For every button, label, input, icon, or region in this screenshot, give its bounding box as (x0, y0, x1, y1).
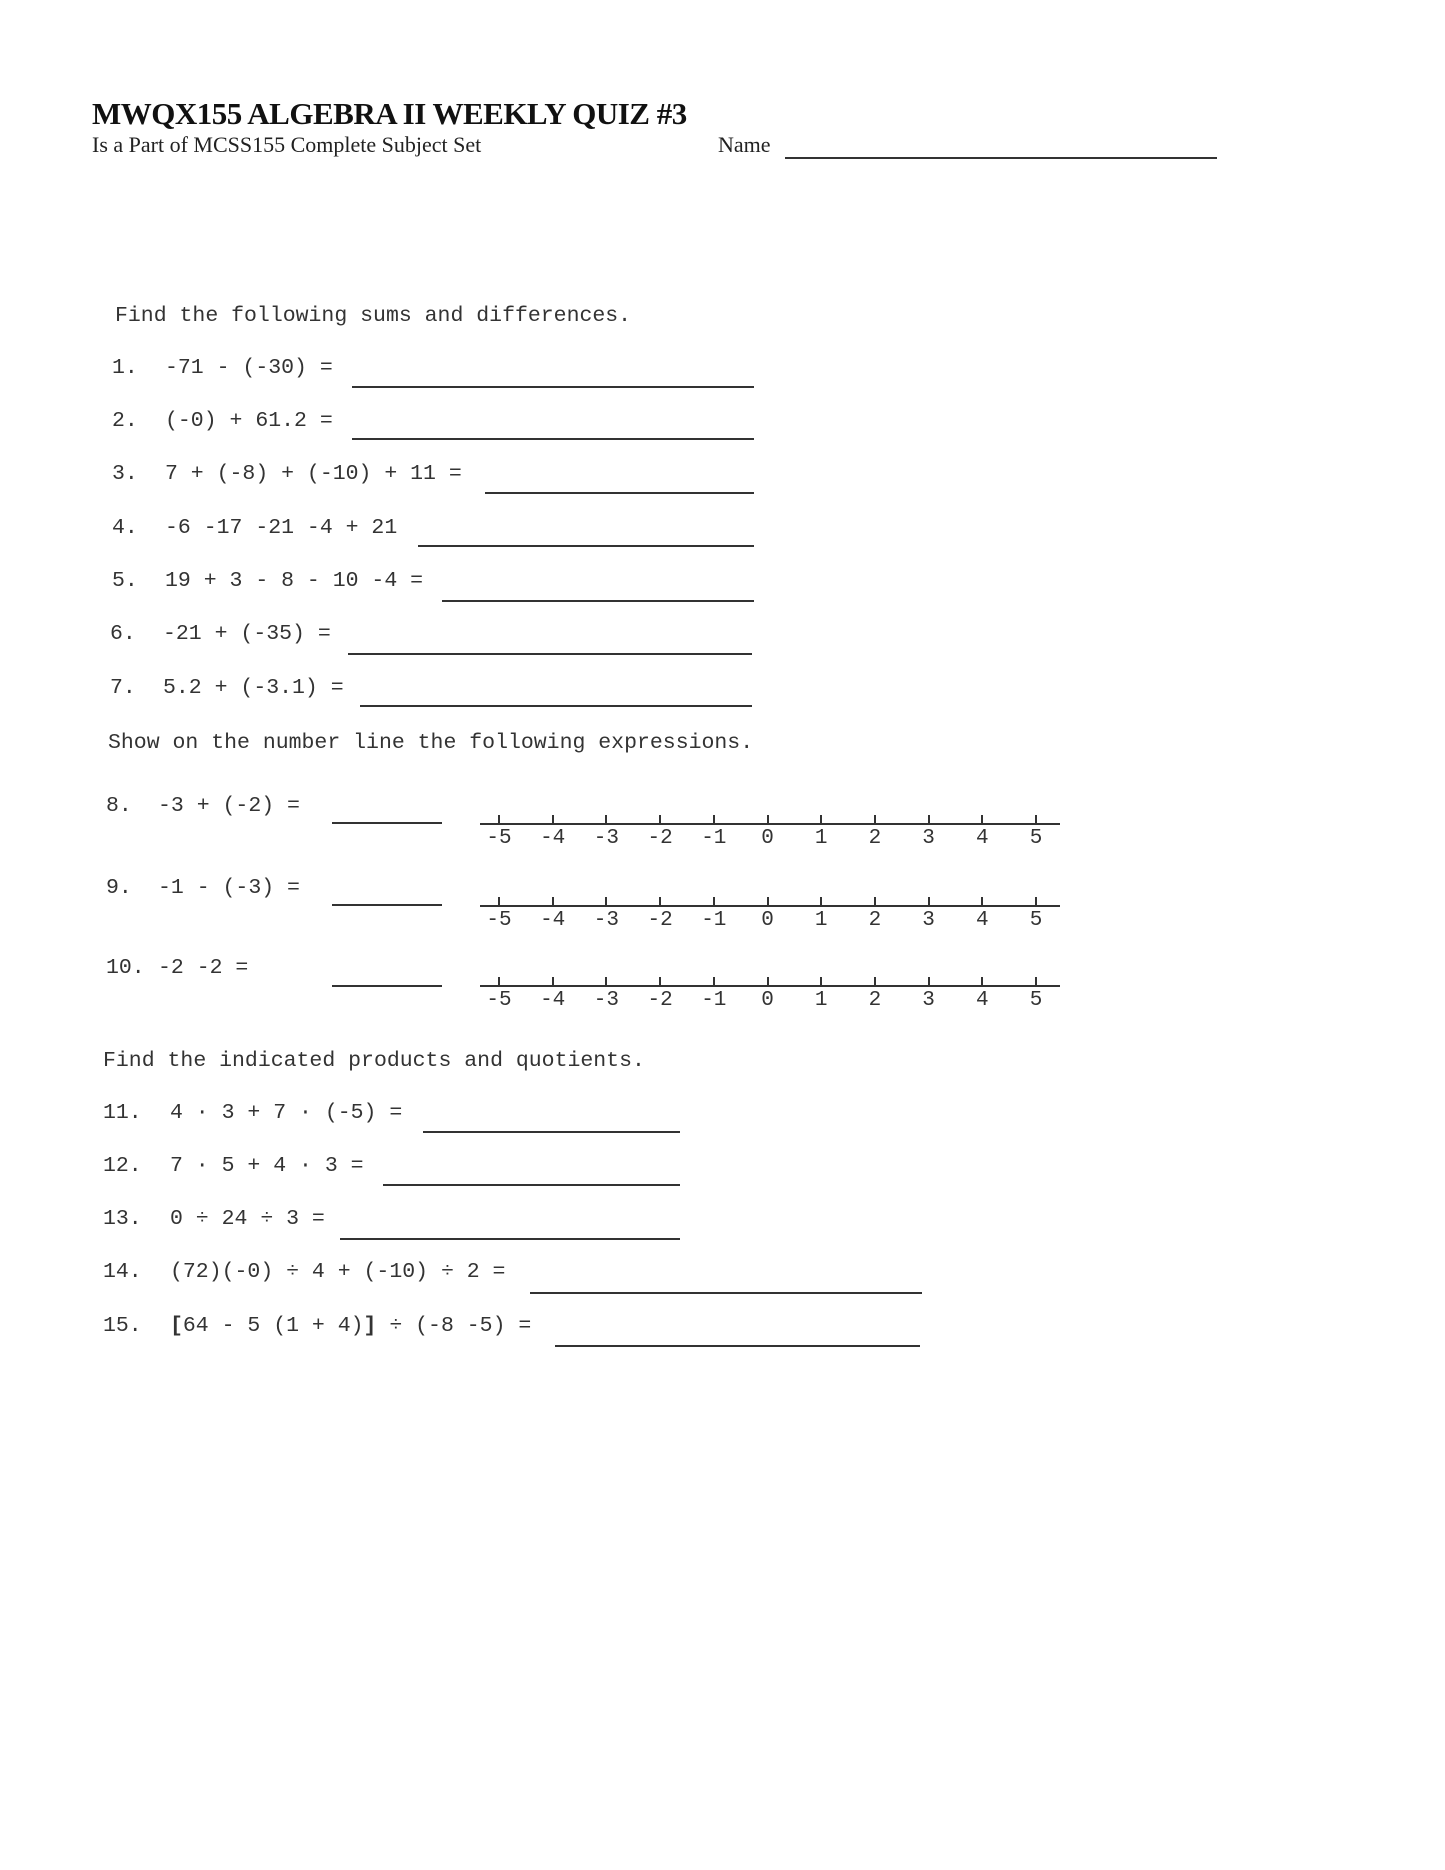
number-line-tick[interactable] (1035, 977, 1037, 987)
number-line-tick[interactable] (981, 815, 983, 825)
question-expression: -1 - (-3) = (158, 876, 300, 900)
question-number: 13. (103, 1207, 142, 1231)
question-number: 10. (106, 956, 145, 980)
section3-instruction: Find the indicated products and quotients. (103, 1049, 645, 1073)
number-line-tick[interactable] (713, 897, 715, 907)
question-number: 11. (103, 1101, 142, 1125)
name-field[interactable] (785, 157, 1217, 159)
quiz-title: MWQX155 ALGEBRA II WEEKLY QUIZ #3 (92, 96, 687, 131)
section1-instruction: Find the following sums and differences. (115, 304, 632, 328)
number-line-label: 2 (868, 989, 882, 1012)
question-expression: 7 + (-8) + (-10) + 11 = (165, 462, 462, 486)
question-number: 7. (110, 676, 136, 700)
answer-blank[interactable] (423, 1131, 680, 1133)
answer-blank[interactable] (332, 822, 442, 824)
number-line-label: 1 (814, 989, 828, 1012)
number-line-tick[interactable] (820, 815, 822, 825)
number-line-tick[interactable] (1035, 815, 1037, 825)
question-number: 3. (112, 462, 138, 486)
number-line-tick[interactable] (767, 815, 769, 825)
number-line-tick[interactable] (713, 815, 715, 825)
number-line-label: 4 (975, 989, 989, 1012)
number-line[interactable] (480, 897, 1060, 932)
number-line-tick[interactable] (1035, 897, 1037, 907)
question-expression: 4 · 3 + 7 · (-5) = (170, 1101, 403, 1125)
number-line-label: 4 (975, 909, 989, 932)
number-line-label: 5 (1029, 989, 1043, 1012)
number-line-tick[interactable] (874, 897, 876, 907)
number-line-tick[interactable] (552, 977, 554, 987)
number-line-axis (480, 823, 1060, 825)
question-expression: 0 ÷ 24 ÷ 3 = (170, 1207, 325, 1231)
number-line-label: 1 (814, 827, 828, 850)
question-expression (170, 1314, 531, 1338)
number-line-tick[interactable] (605, 815, 607, 825)
number-line[interactable] (480, 977, 1060, 1012)
number-line-tick[interactable] (820, 897, 822, 907)
answer-blank[interactable] (418, 545, 754, 547)
close-bracket: ] (363, 1314, 377, 1338)
number-line-label: -4 (540, 989, 566, 1012)
number-line-label: 0 (761, 909, 774, 932)
question-number: 8. (106, 794, 132, 818)
open-bracket: [ (170, 1314, 183, 1338)
question-expression: 7 · 5 + 4 · 3 = (170, 1154, 364, 1178)
number-line-label: 4 (975, 827, 989, 850)
number-line-label: -2 (647, 909, 673, 932)
question-number: 15. (103, 1314, 142, 1338)
number-line-axis (480, 985, 1060, 987)
answer-blank[interactable] (332, 985, 442, 987)
answer-blank[interactable] (485, 492, 754, 494)
answer-blank[interactable] (348, 653, 752, 655)
number-line-label: -3 (593, 909, 619, 932)
number-line-tick[interactable] (498, 815, 500, 825)
number-line-tick[interactable] (928, 815, 930, 825)
number-line-label: 0 (761, 989, 774, 1012)
number-line-label: -4 (540, 909, 566, 932)
number-line-tick[interactable] (498, 977, 500, 987)
question-number: 9. (106, 876, 132, 900)
number-line-tick[interactable] (605, 977, 607, 987)
section2-instruction: Show on the number line the following expressions. (108, 731, 754, 755)
number-line-tick[interactable] (820, 977, 822, 987)
number-line-tick[interactable] (981, 977, 983, 987)
number-line-label: -5 (486, 989, 512, 1012)
number-line-tick[interactable] (981, 897, 983, 907)
number-line-label: 2 (868, 909, 882, 932)
question-number: 6. (110, 622, 136, 646)
number-line-tick[interactable] (928, 897, 930, 907)
number-line-label: -2 (647, 827, 673, 850)
answer-blank[interactable] (360, 705, 752, 707)
question-number: 2. (112, 409, 138, 433)
question-number: 1. (112, 356, 138, 380)
number-line-tick[interactable] (659, 815, 661, 825)
expression-rest: ÷ (-8 -5) = (376, 1314, 532, 1338)
number-line-label: 2 (868, 827, 882, 850)
number-line-axis (480, 905, 1060, 907)
number-line-tick[interactable] (874, 815, 876, 825)
number-line-label: 1 (814, 909, 828, 932)
number-line-label: 3 (922, 909, 935, 932)
number-line-label: -1 (701, 989, 727, 1012)
number-line-label: -3 (593, 989, 619, 1012)
answer-blank[interactable] (555, 1345, 920, 1347)
answer-blank[interactable] (442, 600, 754, 602)
question-expression: (72)(-0) ÷ 4 + (-10) ÷ 2 = (170, 1260, 506, 1284)
number-line-label: 5 (1029, 909, 1043, 932)
question-expression: -3 + (-2) = (158, 794, 300, 818)
number-line-label: 3 (922, 989, 935, 1012)
answer-blank[interactable] (352, 438, 754, 440)
question-expression: (-0) + 61.2 = (165, 409, 333, 433)
question-number: 4. (112, 516, 138, 540)
answer-blank[interactable] (530, 1292, 922, 1294)
question-expression: 5.2 + (-3.1) = (163, 676, 344, 700)
number-line-tick[interactable] (767, 897, 769, 907)
name-label: Name (718, 132, 771, 157)
number-line-tick[interactable] (713, 977, 715, 987)
number-line-label: 5 (1029, 827, 1043, 850)
answer-blank[interactable] (340, 1238, 680, 1240)
number-line-label: -2 (647, 989, 673, 1012)
number-line-tick[interactable] (659, 977, 661, 987)
number-line-tick[interactable] (767, 977, 769, 987)
number-line[interactable] (480, 815, 1060, 850)
answer-blank[interactable] (352, 386, 754, 388)
number-line-tick[interactable] (552, 897, 554, 907)
question-expression: -6 -17 -21 -4 + 21 (165, 516, 398, 540)
number-line-label: 3 (922, 827, 935, 850)
question-expression: 19 + 3 - 8 - 10 -4 = (165, 569, 424, 593)
number-line-tick[interactable] (498, 897, 500, 907)
question-expression: -71 - (-30) = (165, 356, 333, 380)
question-number: 14. (103, 1260, 142, 1284)
number-line-tick[interactable] (928, 977, 930, 987)
number-line-label: -5 (486, 909, 512, 932)
expression-inner: 64 - 5 (1 + 4) (182, 1314, 364, 1338)
answer-blank[interactable] (383, 1184, 680, 1186)
question-expression: -2 -2 = (158, 956, 249, 980)
answer-blank[interactable] (332, 904, 442, 906)
number-line-label: -3 (593, 827, 619, 850)
question-number: 5. (112, 569, 138, 593)
quiz-subtitle: Is a Part of MCSS155 Complete Subject Set (92, 132, 482, 157)
question-expression: -21 + (-35) = (163, 622, 331, 646)
number-line-tick[interactable] (659, 897, 661, 907)
number-line-label: -5 (486, 827, 512, 850)
number-line-label: 0 (761, 827, 774, 850)
number-line-label: -1 (701, 827, 727, 850)
number-line-tick[interactable] (874, 977, 876, 987)
question-number: 12. (103, 1154, 142, 1178)
number-line-label: -1 (701, 909, 727, 932)
number-line-tick[interactable] (605, 897, 607, 907)
number-line-tick[interactable] (552, 815, 554, 825)
number-line-label: -4 (540, 827, 566, 850)
